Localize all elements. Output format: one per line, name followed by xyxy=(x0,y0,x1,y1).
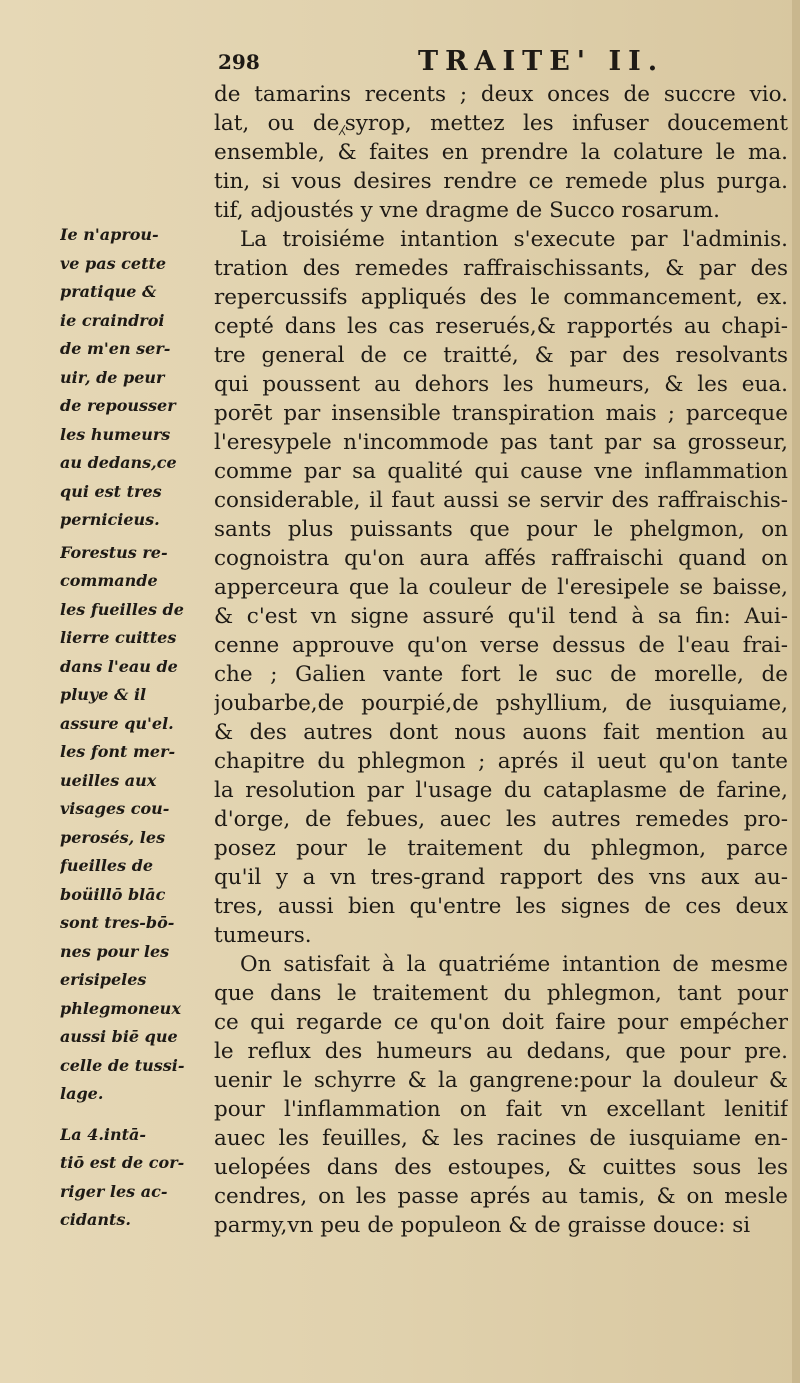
text-line: La troisiéme intantion s'execute par l'adminis. xyxy=(240,227,788,252)
margin-note-line: Forestus re- xyxy=(60,542,168,562)
margin-note-line: assure qu'el. xyxy=(60,713,174,733)
text-line: comme par sa qualité qui cause vne inflammation xyxy=(214,459,788,484)
text-line: la resolution par l'usage du cataplasme de farine, xyxy=(214,778,788,803)
text-line: qui poussent au dehors les humeurs, & les eua. xyxy=(214,372,788,397)
text-line: cendres, on les passe aprés au tamis, & on mesle xyxy=(214,1184,788,1209)
text-line: cognoistra qu'on aura affés raffraischi quand on xyxy=(214,546,788,571)
margin-note-line: boüillō blāc xyxy=(60,884,166,904)
margin-note-line: La 4.intā- xyxy=(60,1124,146,1144)
margin-note-line: ie craindroi xyxy=(60,310,165,330)
text-line: pour l'inflammation on fait vn excellant lenitif xyxy=(214,1097,788,1122)
page-number: 298 xyxy=(218,50,260,74)
margin-note-line: lage. xyxy=(60,1084,104,1103)
text-line: qu'il y a vn tres-grand rapport des vns aux au- xyxy=(214,865,788,890)
text-line: de tamarins recents ; deux onces de succre vio. xyxy=(214,82,788,107)
text-line: auec les feuilles, & les racines de iusquiame en- xyxy=(214,1126,788,1151)
margin-note xyxy=(60,1121,210,1235)
margin-note-line: Ie n'aprou- xyxy=(60,225,159,244)
margin-note-line: commande xyxy=(60,571,158,590)
margin-note-line: au dedans,ce xyxy=(60,453,177,472)
text-line: ensemble, & faites en prendre la colature le ma. xyxy=(214,140,788,165)
text-line: apperceura que la couleur de l'eresipele se baisse, xyxy=(214,575,788,600)
margin-note-line: tiō est de cor- xyxy=(60,1153,185,1172)
margin-note-line: cidants. xyxy=(60,1210,131,1229)
note-gap xyxy=(60,1109,210,1121)
margin-notes xyxy=(60,221,210,1235)
text-line: cenne approuve qu'on verse dessus de l'eau frai- xyxy=(214,633,788,658)
text-line: repercussifs appliqués des le commancement, ex. xyxy=(214,285,788,310)
text-line: d'orge, de febues, auec les autres remedes pro- xyxy=(214,807,788,832)
margin-note-line: phlegmoneux xyxy=(60,998,181,1018)
margin-note-line: perosés, les xyxy=(60,827,166,847)
margin-note-line: ueilles aux xyxy=(60,770,157,790)
margin-note-line: fueilles de xyxy=(60,856,154,875)
margin-note-line: nes pour les xyxy=(60,941,170,961)
text-line: tre general de ce traitté, & par des resolvants xyxy=(214,343,788,368)
margin-note-line: ve pas cette xyxy=(60,253,167,273)
margin-note-line: les font mer- xyxy=(60,742,176,761)
text-line: ce qui regarde ce qu'on doit faire pour empécher xyxy=(214,1010,788,1035)
margin-note-line: riger les ac- xyxy=(60,1181,168,1201)
text-line: On satisfait à la quatriéme intantion de mesme xyxy=(240,952,788,977)
page-edge xyxy=(792,0,800,1383)
margin-note-line: uir, de peur xyxy=(60,367,165,387)
margin-note-line: dans l'eau de xyxy=(60,656,178,676)
margin-note-line: lierre cuittes xyxy=(60,628,177,647)
text-line: cepté dans les cas reserués,& rapportés au chapi- xyxy=(214,314,788,339)
running-header xyxy=(218,46,778,80)
text-line: che ; Galien vante fort le suc de morelle, de xyxy=(214,662,788,687)
text-line: tumeurs. xyxy=(214,923,312,948)
margin-note-line: sont tres-bō- xyxy=(60,913,175,932)
text-line: considerable, il faut aussi se servir des raffraischis- xyxy=(214,488,788,513)
text-line: sants plus puissants que pour le phelgmon, on xyxy=(214,517,788,542)
margin-note-line: pluye & il xyxy=(60,685,147,704)
text-line: uenir le schyrre & la gangrene:pour la douleur & xyxy=(214,1068,788,1093)
margin-note-line: celle de tussi- xyxy=(60,1055,185,1075)
margin-note-line: erisipeles xyxy=(60,970,147,989)
margin-note-line: qui est tres xyxy=(60,481,162,501)
margin-note-line: visages cou- xyxy=(60,799,170,818)
margin-note-line: aussi biē que xyxy=(60,1027,178,1046)
text-line: uelopées dans des estoupes, & cuittes sous les xyxy=(214,1155,788,1180)
margin-note xyxy=(60,539,210,1109)
main-text-column xyxy=(214,80,788,1240)
text-line: joubarbe,de pourpié,de pshyllium, de iusquiame, xyxy=(214,691,788,716)
margin-note-line: de repousser xyxy=(60,396,176,415)
text-line: tif, adjoustés y vne dragme de Succo rosarum. xyxy=(214,198,720,223)
margin-note-line: pernicieus. xyxy=(60,510,160,529)
text-line: que dans le traitement du phlegmon, tant pour xyxy=(214,981,788,1006)
text-line: porēt par insensible transpiration mais ; parceque xyxy=(214,401,788,426)
margin-note xyxy=(60,221,210,535)
text-line: le reflux des humeurs au dedans, que pour pre. xyxy=(214,1039,788,1064)
text-line: l'eresypele n'incommode pas tant par sa grosseur, xyxy=(214,430,788,455)
text-line: chapitre du phlegmon ; aprés il ueut qu'on tante xyxy=(214,749,788,774)
margin-note-line: de m'en ser- xyxy=(60,339,171,358)
text-line: & c'est vn signe assuré qu'il tend à sa fin: Aui- xyxy=(214,604,788,629)
running-title: TRAITE' II. xyxy=(418,46,665,77)
text-line: parmy,vn peu de populeon & de graisse douce: si xyxy=(214,1213,751,1238)
text-line: tres, aussi bien qu'entre les signes de ces deux xyxy=(214,894,788,919)
margin-note-line: les humeurs xyxy=(60,424,171,444)
text-line: tration des remedes raffraischissants, & par des xyxy=(214,256,788,281)
text-line: lat, ou de⁁syrop, mettez les infuser doucement xyxy=(214,111,788,136)
text-line: & des autres dont nous auons fait mention au xyxy=(214,720,788,745)
text-line: posez pour le traitement du phlegmon, parce xyxy=(214,836,788,861)
text-line: tin, si vous desires rendre ce remede plus purga. xyxy=(214,169,788,194)
margin-note-line: pratique & xyxy=(60,282,157,301)
margin-note-line: les fueilles de xyxy=(60,599,184,619)
